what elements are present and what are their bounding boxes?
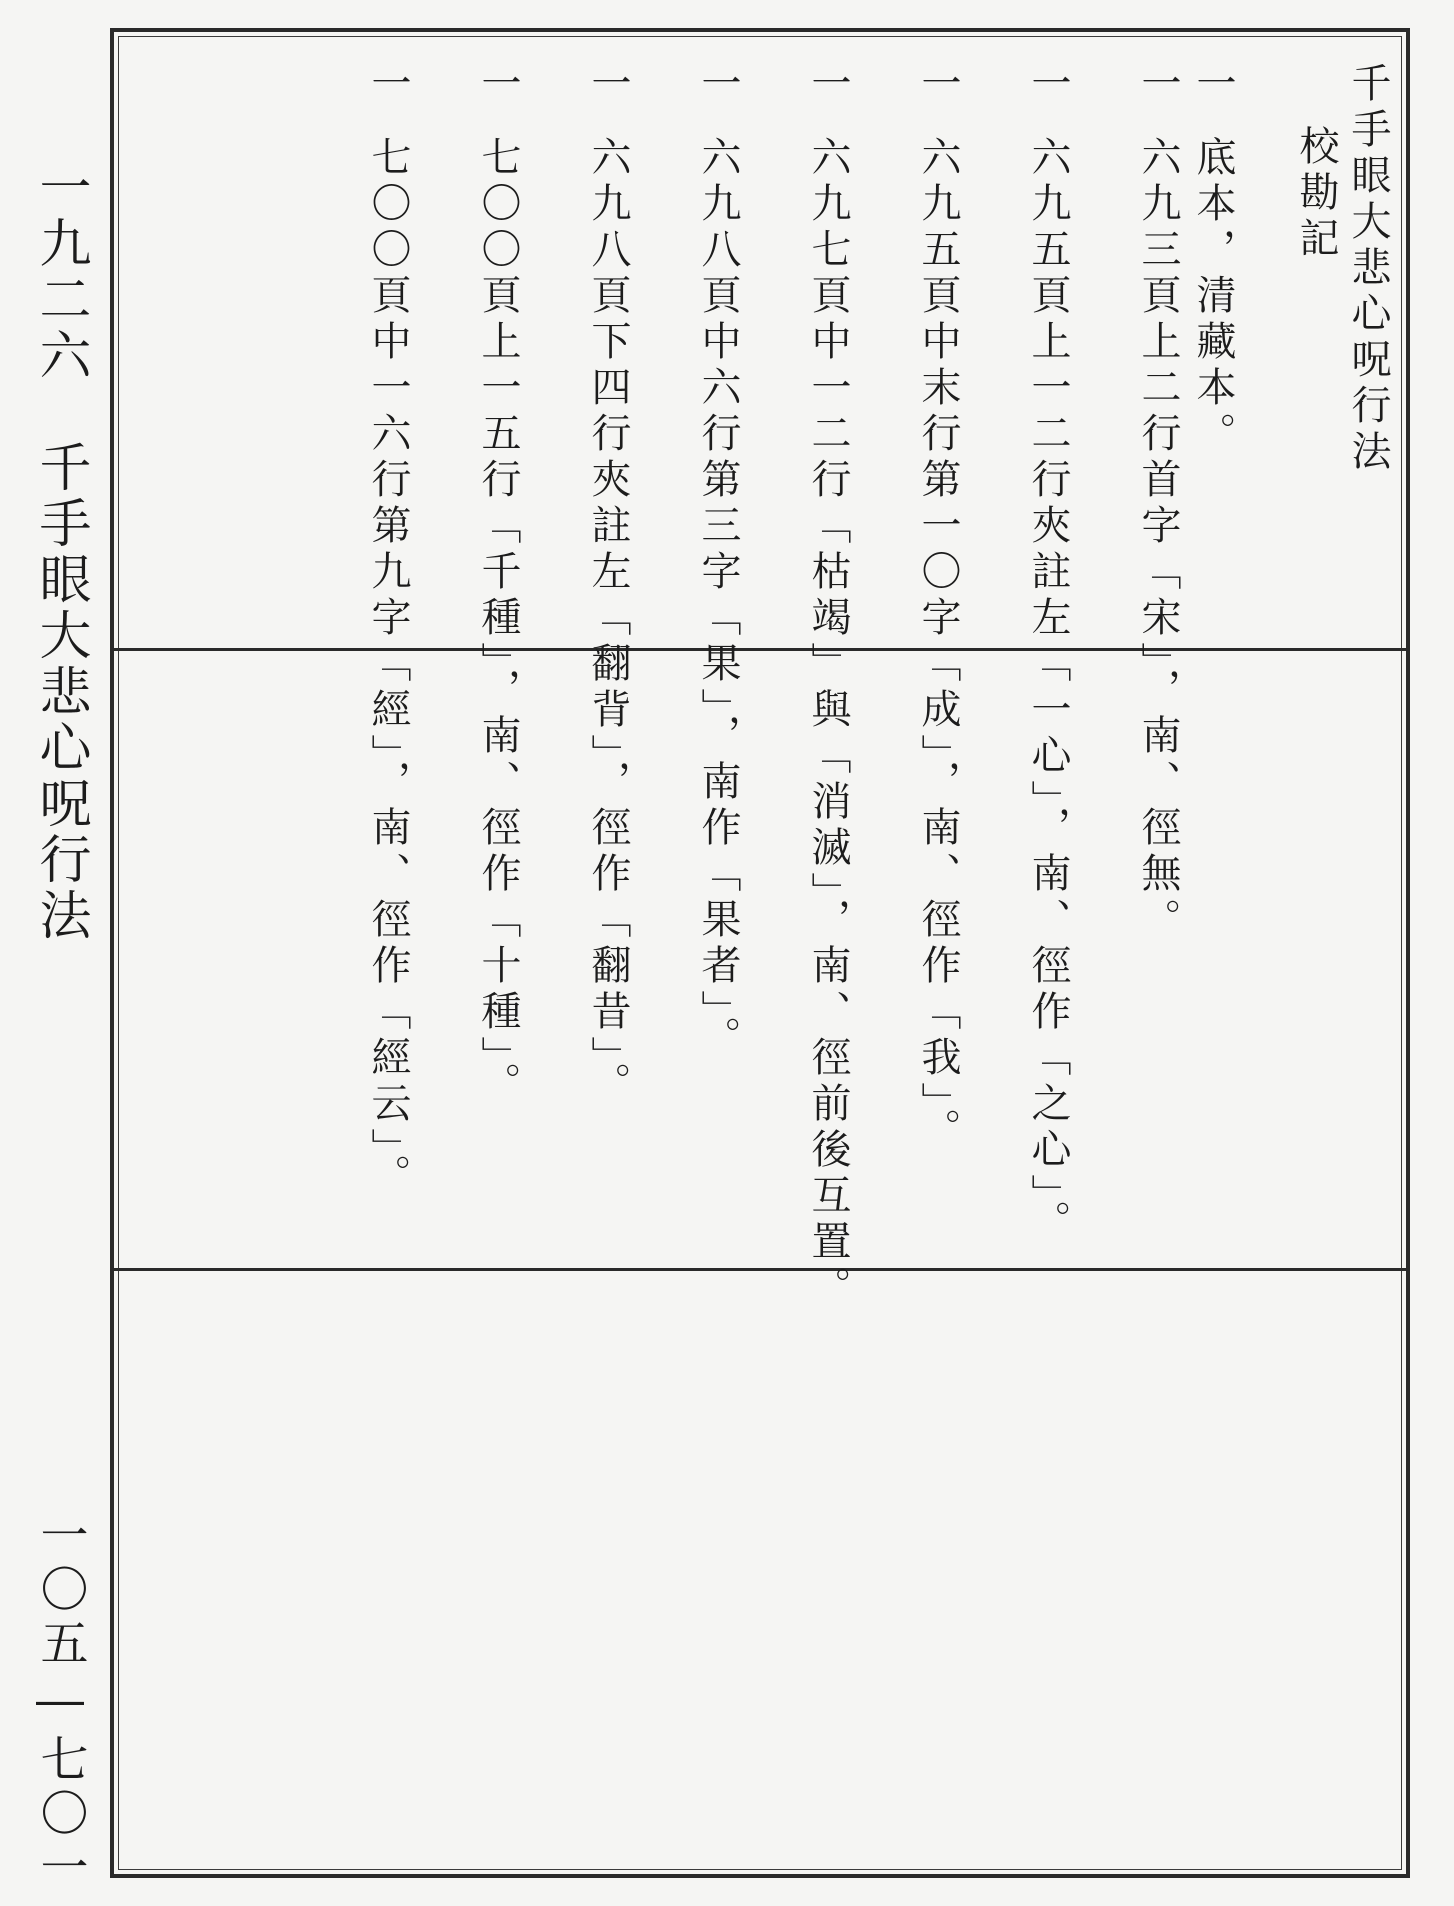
entry-text: 六九五頁中末行第一〇字「成」，南、徑作「我」。 [915, 136, 961, 1154]
entry-text: 七〇〇頁中一六行第九字「經」，南、徑作「經云」。 [365, 136, 411, 1200]
entry-dash: 一 [1190, 62, 1236, 108]
entry-text: 六九八頁下四行夾註左「翻背」，徑作「翻昔」。 [585, 136, 631, 1108]
bottom-panel [118, 1275, 1402, 1871]
entry-text: 六九八頁中六行第三字「果」，南作「果者」。 [695, 136, 741, 1062]
entry-dash: 一 [475, 62, 521, 108]
panel-divider-top [110, 648, 1410, 651]
collation-entry [475, 62, 521, 1108]
collation-entry [1135, 62, 1181, 944]
margin-title: 一九二六 千手眼大悲心呪行法 [30, 160, 90, 944]
collation-entry [805, 62, 851, 1312]
collation-entry [365, 62, 411, 1200]
entry-dash: 一 [585, 62, 631, 108]
entry-dash: 一 [1025, 62, 1071, 108]
entry-dash: 一 [1135, 62, 1181, 108]
entry-text: 七〇〇頁上一五行「千種」，南、徑作「十種」。 [475, 136, 521, 1108]
entry-dash: 一 [365, 62, 411, 108]
collation-entry [1025, 62, 1071, 1246]
collation-subtitle: 校勘記 [1293, 125, 1339, 263]
entry-text: 六九三頁上二行首字「宋」，南、徑無。 [1135, 136, 1181, 944]
margin-page-number: 一〇五―七〇一 [32, 1510, 88, 1896]
entry-dash: 一 [695, 62, 741, 108]
entry-text: 六九七頁中一二行「枯竭」與「消滅」，南、徑前後互置。 [805, 136, 851, 1312]
collation-entry [695, 62, 741, 1062]
middle-panel [118, 655, 1402, 1263]
collation-title: 千手眼大悲心呪行法 [1345, 62, 1391, 476]
entry-text: 底本，清藏本。 [1190, 136, 1236, 458]
entry-text: 六九五頁上一二行夾註左「一心」，南、徑作「之心」。 [1025, 136, 1071, 1246]
collation-entry [1190, 62, 1236, 458]
entry-dash: 一 [805, 62, 851, 108]
entry-dash: 一 [915, 62, 961, 108]
collation-entry [585, 62, 631, 1108]
panel-divider-bottom [110, 1268, 1410, 1271]
collation-entry [915, 62, 961, 1154]
